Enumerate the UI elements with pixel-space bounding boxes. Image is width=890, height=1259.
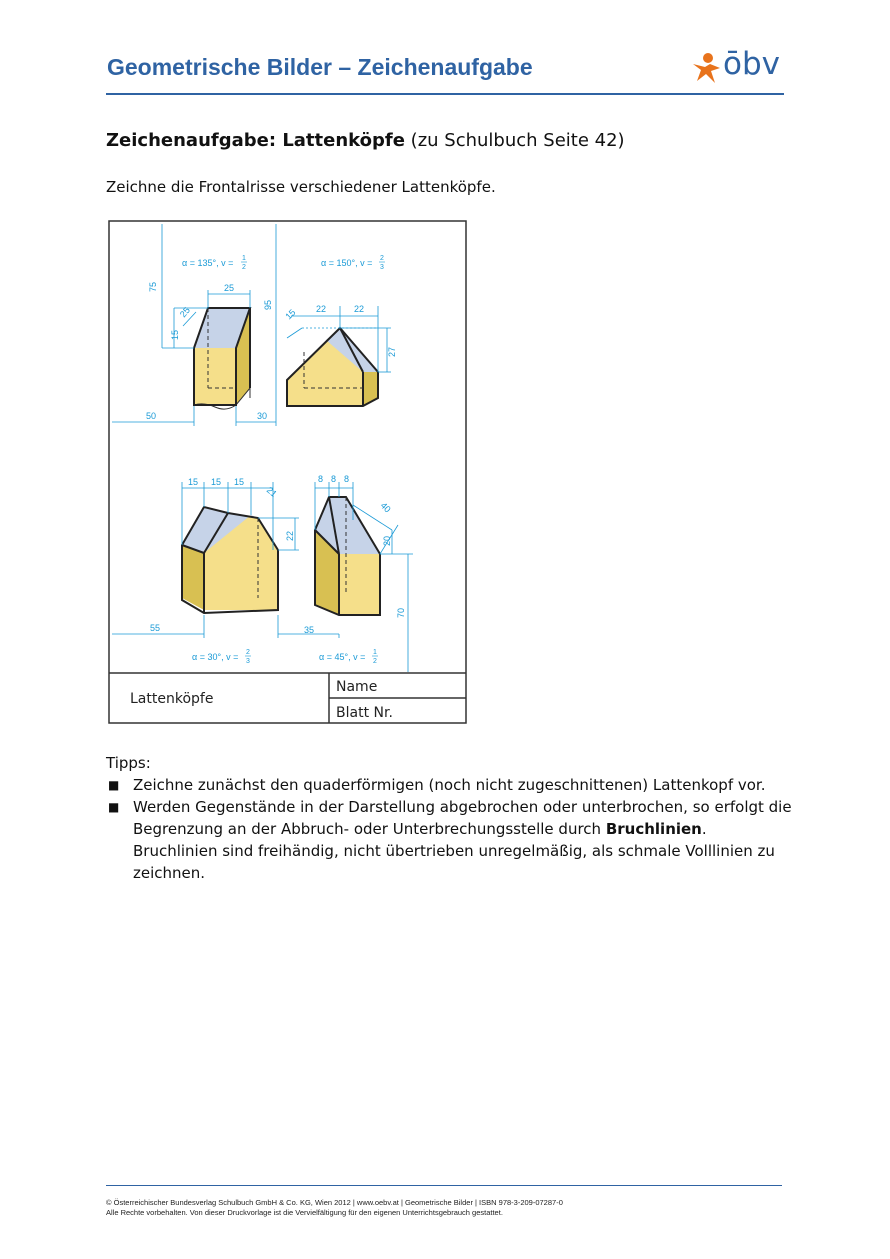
dim-50: 50 — [146, 411, 157, 421]
formula-4-text: α = 45°, v = — [319, 652, 366, 662]
dim-70: 70 — [396, 607, 406, 618]
title-block-name: Name — [336, 679, 378, 695]
page-title: Geometrische Bilder – Zeichenaufgabe — [107, 54, 533, 80]
formula-3-text: α = 30°, v = — [192, 652, 239, 662]
header-divider — [106, 93, 784, 95]
dim-15-a: 15 — [188, 477, 199, 487]
footer — [106, 1198, 563, 1218]
tip-2-line2: Bruchlinien sind freihändig, nicht übertrieben unregelmäßig, als schmale Volllinien zu zeichnen. — [133, 842, 775, 882]
footer-rights: Alle Rechte vorbehalten. Von dieser Druckvorlage ist die Vervielfältigung für den eigenen Unterrichtsgebrauch gestattet. — [106, 1208, 503, 1217]
dim-15-top-right: 15 — [283, 307, 298, 322]
title-block-label: Lattenköpfe — [130, 691, 214, 707]
dim-8-c: 8 — [344, 474, 350, 484]
formula-2-den: 3 — [380, 264, 384, 271]
task-instruction: Zeichne die Frontalrisse verschiedener Lattenköpfe. — [106, 178, 496, 196]
formula-1-text: α = 135°, v = — [182, 258, 234, 268]
dim-21: 21 — [264, 484, 279, 499]
tip-1-text: Zeichne zunächst den quaderförmigen (noch nicht zugeschnittenen) Lattenkopf vor. — [133, 776, 766, 794]
dim-40: 40 — [378, 500, 393, 515]
sheet-frame — [109, 221, 466, 723]
formula-3-num: 2 — [246, 649, 250, 656]
tip-2-period: . — [701, 820, 707, 838]
dim-25-slant: 25 — [177, 305, 192, 320]
dim-8-b: 8 — [331, 474, 337, 484]
drawing-sheet — [108, 220, 468, 726]
oebv-logo — [690, 46, 786, 86]
dim-22-c: 22 — [285, 530, 295, 541]
dim-15-left: 15 — [170, 329, 180, 340]
dim-8-a: 8 — [318, 474, 324, 484]
tip-2-text: Werden Gegenstände in der Darstellung abgebrochen oder unterbrochen, so erfolgt die Begrenzung an der Abbruch- oder Unterbrechungsstelle durch — [133, 798, 792, 838]
dim-25-top: 25 — [224, 283, 235, 293]
dim-95: 95 — [263, 299, 273, 310]
title-block-sheet: Blatt Nr. — [336, 705, 393, 721]
task-heading-bold: Zeichenaufgabe: Lattenköpfe — [106, 130, 405, 151]
dim-15-b: 15 — [211, 477, 222, 487]
formula-4-den: 2 — [373, 658, 377, 665]
logo-text: ōbv — [723, 46, 780, 82]
formula-4-num: 1 — [373, 649, 377, 656]
dim-27: 27 — [387, 346, 397, 357]
dim-22-b: 22 — [354, 304, 365, 314]
footer-divider — [106, 1185, 782, 1186]
task-heading-reference: (zu Schulbuch Seite 42) — [404, 130, 625, 151]
formula-1-num: 1 — [242, 255, 246, 262]
tip-item — [106, 796, 796, 884]
tips-section — [106, 752, 796, 884]
dim-55: 55 — [150, 623, 161, 633]
footer-copyright: © Österreichischer Bundesverlag Schulbuch GmbH & Co. KG, Wien 2012 | www.oebv.at | Geometrische Bilder | ISBN 978-3-209-07287-0 — [106, 1198, 563, 1207]
lattenkopf-1 — [194, 308, 250, 409]
bullet-square-icon: ■ — [108, 800, 120, 814]
dim-15-c: 15 — [234, 477, 245, 487]
formula-2-num: 2 — [380, 255, 384, 262]
oebv-star-icon — [690, 50, 724, 86]
formula-3-den: 3 — [246, 658, 250, 665]
formula-2-text: α = 150°, v = — [321, 258, 373, 268]
tip-2-bold: Bruchlinien — [605, 820, 702, 838]
tips-heading: Tipps: — [106, 754, 151, 772]
dim-75: 75 — [148, 281, 158, 292]
tip-item — [106, 774, 796, 796]
dim-35: 35 — [304, 625, 315, 635]
dim-22-a: 22 — [316, 304, 327, 314]
task-heading — [106, 130, 625, 151]
tips-list — [106, 774, 796, 884]
bullet-square-icon: ■ — [108, 778, 120, 792]
dim-30: 30 — [257, 411, 268, 421]
formula-1-den: 2 — [242, 264, 246, 271]
dim-20: 20 — [382, 535, 392, 546]
